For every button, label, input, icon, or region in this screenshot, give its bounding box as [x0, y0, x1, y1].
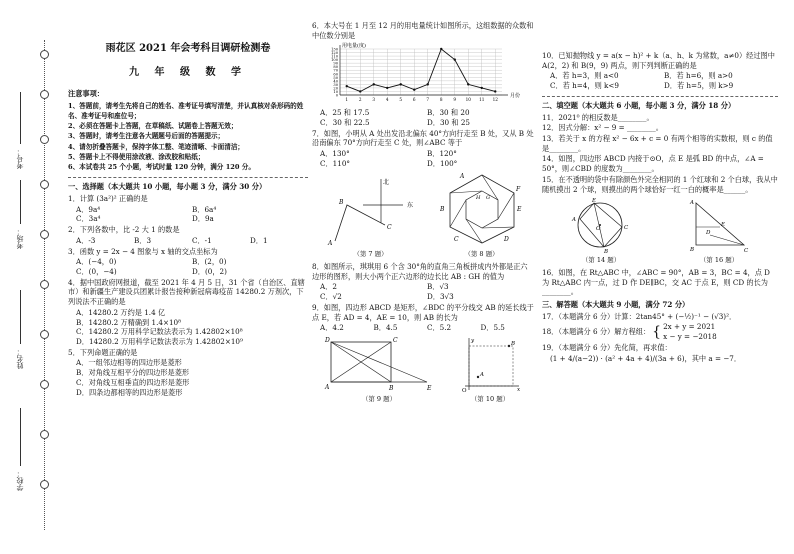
binding-hole-icon: [40, 330, 49, 339]
binding-strip: [0, 0, 62, 554]
question-15: 15．在不透明的袋中有除颜色外完全相同的 1 个红球和 2 个白球，我从中随机摸出 2 个球，则摸出的两个球恰好一红一白的概率是______。: [542, 174, 778, 194]
question-13: 13．若关于 x 的方程 x² − 6x + c = 0 有两个相等的实数根，则 c 的值是________。: [542, 134, 773, 153]
chart-point: [346, 85, 348, 87]
option: A．一组邻边相等的四边形是菱形: [76, 358, 182, 368]
svg-text:C: C: [624, 225, 629, 232]
option: B．6a⁴: [192, 204, 217, 214]
name-line: [20, 290, 21, 344]
figure-10-caption: （第 10 题）: [470, 394, 510, 403]
chart-point: [427, 84, 429, 86]
divider: [542, 96, 778, 97]
option: A．若 h=3，则 a<0: [550, 71, 619, 81]
chart-x-tick-label: 4: [385, 97, 389, 103]
question-16: 16．如图，在 Rt△ABC 中，∠ABC = 90°，AB = 3，BC = 4，点 D 为 Rt△ABC 内一点，过 D 作 DE∥BC，交 AC 于点 E，则 CD 的长为________。: [542, 267, 770, 297]
option: C．若 h=4，则 k<9: [550, 81, 619, 91]
option: A．25 和 17.5: [320, 108, 370, 118]
column-2: [312, 20, 534, 407]
figure-9: [323, 336, 435, 404]
question-5-options: [68, 358, 308, 397]
svg-text:A: A: [480, 372, 484, 379]
question-4-options: [68, 308, 308, 347]
svg-text:B: B: [439, 206, 444, 214]
question-10: 10．已知抛物线 y = a(x − h)² + k（a、h、k 为常数，a≠0）经过图中 A(2，2) 和 B(9，9) 两点，则下列判断正确的是: [542, 51, 775, 70]
notice-item: 4、请勿折叠答题卡，保持字体工整、笔迹清晰、卡面清洁；: [68, 142, 245, 151]
question-18: [542, 322, 778, 341]
svg-text:B: B: [690, 247, 695, 254]
binding-dotted-line: [44, 40, 50, 530]
option: C．30 和 22.5: [320, 117, 370, 127]
school-line: [20, 408, 21, 466]
svg-text:D: D: [706, 230, 711, 237]
figure-16-caption: （第 16 题）: [699, 256, 739, 265]
svg-text:F: F: [515, 186, 520, 194]
chart-point: [467, 84, 469, 86]
question-5: 5．下列命题正确的是: [68, 347, 138, 357]
question-8-options: [312, 282, 534, 301]
svg-text:A: A: [327, 240, 332, 248]
option: C．√2: [320, 292, 342, 302]
east-label: 东: [406, 202, 413, 210]
chart-x-tick-label: 10: [465, 97, 471, 103]
option: C．5.2: [427, 323, 452, 333]
binding-hole-icon: [40, 230, 49, 239]
equation-2: x − y = −2018: [663, 332, 717, 342]
chart-point: [494, 91, 496, 93]
question-9-options: [312, 323, 534, 333]
svg-text:D: D: [503, 236, 509, 244]
chart-y-tick-label: 40: [333, 79, 338, 84]
chart-y-tick-label: 70: [333, 69, 338, 74]
svg-text:B: B: [338, 199, 343, 207]
svg-text:B: B: [604, 249, 609, 254]
figure-9-diagram: [323, 336, 435, 392]
chart-y-axis-label: 用电量(度): [342, 43, 366, 50]
question-1-options: [68, 205, 308, 224]
svg-text:E: E: [721, 222, 726, 229]
exam-number-line: [20, 92, 21, 144]
figure-8: [440, 171, 524, 259]
chart-y-tick-label: 20: [333, 86, 338, 91]
question-9: 9．如图，四边形 ABCD 是矩形，∠BDC 的平分线交 AB 的延长线于点 E，若 AD = 4，AE = 10，则 AB 的长为: [312, 302, 534, 322]
chart-x-tick-label: 8: [439, 97, 443, 103]
section-2-heading: 二、填空题（本大题共 6 小题，每小题 3 分，满分 18 分）: [542, 100, 736, 110]
chart-y-tick-label: 10: [333, 90, 338, 95]
question-18-stem: 18．（本题满分 6 分）解方程组：: [542, 327, 651, 337]
option: B．4.5: [373, 323, 398, 333]
chart-y-tick-label: 110: [331, 55, 338, 60]
svg-text:y: y: [471, 338, 475, 345]
electricity-line-chart: [312, 41, 532, 105]
column-1: [68, 34, 308, 397]
svg-text:D: D: [325, 337, 330, 345]
chart-y-tick-label: 120: [331, 51, 338, 56]
chart-point: [400, 84, 402, 86]
exam-number-label: 考号：: [16, 148, 24, 169]
equation-system: [663, 322, 717, 341]
notice-item: 2、必须在答题卡上答题，在草稿纸、试题卷上答题无效；: [68, 122, 238, 131]
option: A．-3: [76, 235, 96, 245]
figures-7-8: [312, 171, 534, 259]
figure-8-diagram: [440, 171, 524, 247]
exam-title: 雨花区 2021 年会考科目调研检测卷: [105, 43, 271, 54]
option: D．1: [250, 235, 268, 245]
svg-text:G: G: [485, 195, 490, 202]
notice-item: 3、答题时，请考生注意各大题题号后面的答题提示；: [68, 132, 225, 141]
chart-y-tick-label: 90: [333, 62, 338, 67]
binding-hole-icon: [40, 180, 49, 189]
chart-x-tick-label: 2: [358, 97, 362, 103]
chart-point: [373, 84, 375, 86]
question-4: 4．据中国政府网报道，截至 2021 年 4 月 5 日，31 个省（自治区、直辖市）和新疆生产建设兵团累计报告接种新冠病毒疫苗 14280.2 万剂次，下列说法不正确的是: [68, 277, 305, 307]
option: A．14280.2 万约是 1.4 亿: [76, 307, 166, 317]
binding-hole-icon: [40, 90, 49, 99]
option: C．-1: [192, 235, 212, 245]
svg-text:C: C: [393, 337, 398, 345]
option: D．14280.2 万用科学记数法表示为 1.42802×10⁹: [76, 337, 243, 347]
option: A．2: [320, 282, 337, 292]
chart-point: [413, 89, 415, 91]
question-14: 14．如图，四边形 ABCD 内接于⊙O，点 E 是弧 BD 的中点，∠A = 50°，则∠CBD 的度数为________。: [542, 154, 764, 174]
svg-text:B: B: [389, 385, 394, 393]
option: D．9a: [192, 214, 214, 224]
equation-1: 2x + y = 2021: [663, 322, 716, 332]
notice-item: 6、本试卷共 25 个小题，考试时量 120 分钟，满分 120 分。: [68, 163, 255, 172]
svg-text:A: A: [325, 384, 330, 392]
figures-14-16: [542, 197, 778, 265]
option: B．3: [134, 235, 152, 245]
question-1: 1．计算 (3a²)² 正确的是: [68, 193, 148, 203]
svg-text:E: E: [427, 385, 432, 393]
figure-16: [684, 197, 754, 265]
option: B．若 h=6，则 a>0: [664, 71, 733, 81]
question-6: 6．本大号在 1 月至 12 月的用电量统计如图所示，这组数据的众数和中位数分别是: [312, 21, 534, 40]
figure-7-caption: （第 7 题）: [353, 250, 388, 259]
binding-hole-icon: [40, 380, 49, 389]
chart-y-tick-label: 50: [333, 76, 338, 81]
svg-text:H: H: [475, 195, 480, 202]
question-10-options: [542, 71, 778, 90]
binding-hole-icon: [40, 280, 49, 289]
option: D．30 和 25: [427, 117, 470, 127]
question-6-options: [312, 108, 534, 127]
question-2-options: [68, 236, 308, 246]
chart-x-tick-label: 3: [372, 97, 376, 103]
figure-9-caption: （第 9 题）: [361, 394, 397, 403]
question-8: 8．如图所示，琪琪用 6 个含 30°角的直角三角板拼成内外都是正六边形的图形，则大小两个正六边形的边长比 AB : GH 的值为: [312, 262, 528, 281]
brace-icon: {: [652, 323, 662, 340]
chart-point: [454, 59, 456, 61]
figure-7: [323, 175, 419, 259]
option: D．四条边都相等的四边形是菱形: [76, 387, 183, 397]
option: C．14280.2 万用科学记数法表示为 1.42802×10⁸: [76, 327, 243, 337]
option: C．对角线互相垂直的四边形是菱形: [76, 377, 190, 387]
svg-text:E: E: [592, 198, 597, 205]
chart-x-tick-label: 6: [412, 97, 416, 103]
option: D．(0，2): [192, 267, 227, 276]
column-3: [542, 50, 778, 364]
figure-10: [457, 336, 523, 404]
chart-x-axis-label: 月份: [510, 93, 521, 100]
option: C．110°: [320, 158, 350, 168]
chart-y-tick-label: 60: [333, 72, 338, 77]
figure-10-diagram: [457, 336, 523, 392]
svg-text:x: x: [517, 387, 521, 393]
svg-text:C: C: [386, 224, 392, 232]
option: D．若 h=5，则 k>9: [664, 81, 734, 91]
chart-x-tick-label: 9: [453, 97, 457, 103]
chart-x-tick-label: 5: [399, 97, 403, 103]
svg-text:C: C: [453, 236, 459, 244]
svg-text:A: A: [690, 200, 694, 207]
notice-item: 1、答题前，请考生先将自己的姓名、准考证号填写清楚，并认真核对条形码的姓名、准考证号和座位号；: [68, 101, 304, 120]
option: C．3a⁴: [76, 214, 101, 224]
option: B．120°: [427, 149, 457, 159]
name-label: 姓名：: [16, 348, 24, 369]
chart-x-tick-label: 1: [345, 97, 349, 103]
notice-block: [68, 89, 308, 172]
question-7-options: [312, 149, 534, 168]
binding-hole-icon: [40, 480, 49, 489]
option: A．(−4，0): [76, 257, 117, 267]
binding-hole-icon: [40, 430, 49, 439]
svg-text:E: E: [516, 206, 521, 214]
option: A．4.2: [320, 323, 344, 333]
figure-16-diagram: [684, 197, 754, 253]
figure-7-diagram: [323, 175, 419, 247]
option: B．(2，0): [192, 257, 227, 267]
question-3: 3．函数 y = 2x − 4 图象与 x 轴的交点坐标为: [68, 246, 218, 256]
svg-text:A: A: [459, 173, 464, 181]
binding-hole-icon: [40, 135, 49, 144]
question-17: 17．（本题满分 6 分）计算：2tan45° + (−½)⁻¹ − (√3)²．: [542, 311, 737, 321]
chart-x-tick-label: 12: [492, 97, 498, 103]
svg-text:O: O: [462, 388, 467, 393]
option: B．对角线互相平分的四边形是菱形: [76, 368, 190, 378]
option: A．9a⁴: [76, 204, 101, 214]
notice-item: 5、答题卡上不得使用涂改液、涂改胶和贴纸；: [68, 152, 205, 161]
figure-14-diagram: [566, 197, 636, 253]
question-11: 11．2021⁰ 的相反数是________。: [542, 112, 654, 122]
school-label: 学校：: [16, 470, 24, 491]
chart-point: [481, 87, 483, 89]
question-19: 19．（本题满分 6 分）先化简，再求值：: [542, 342, 672, 352]
chart-y-tick-label: 30: [333, 83, 338, 88]
chart-y-tick-label: 0: [335, 93, 338, 98]
option: D．100°: [427, 158, 458, 168]
figures-9-10: [312, 336, 534, 404]
exam-subject: 九 年 级 数 学: [129, 66, 247, 78]
option: B．14280.2 万精确到 1.4×10⁸: [76, 317, 181, 327]
question-2: 2．下列各数中，比 -2 大 1 的数是: [68, 225, 180, 235]
exam-room-line: [20, 180, 21, 224]
option: D．3√3: [427, 292, 454, 302]
svg-text:B: B: [511, 341, 516, 348]
section-3-heading: 三、解答题（本大题共 9 小题，满分 72 分）: [542, 300, 690, 310]
exam-room-label: 考场：: [16, 228, 24, 249]
chart-point: [359, 91, 361, 93]
figure-14: [566, 197, 636, 265]
svg-text:C: C: [744, 248, 749, 254]
chart-y-tick-label: 80: [333, 65, 338, 70]
chart-y-tick-label: 100: [331, 58, 338, 63]
chart-y-tick-label: 130: [331, 47, 338, 52]
option: B．√3: [427, 282, 449, 292]
chart-point: [440, 48, 442, 50]
section-1-heading: 一、选择题（本大题共 10 小题，每小题 3 分，满分 30 分）: [68, 182, 267, 192]
north-label: 北: [382, 179, 389, 187]
chart-x-tick-label: 11: [479, 97, 485, 103]
svg-text:O: O: [596, 226, 601, 233]
svg-text:A: A: [572, 217, 576, 224]
question-19-expression: (1 + 4/(a−2)) · (a² + 4a + 4)/(3a + 6)，其中 a = −7．: [550, 353, 742, 363]
figure-8-caption: （第 8 题）: [464, 250, 499, 259]
divider: [68, 177, 308, 178]
notice-heading: 注意事项：: [68, 89, 104, 98]
chart-x-tick-label: 7: [426, 97, 430, 103]
chart-point: [386, 87, 388, 89]
question-12: 12．因式分解：x² − 9 = ________。: [542, 123, 663, 133]
figure-14-caption: （第 14 题）: [581, 256, 621, 265]
question-7: 7．如图，小明从 A 处出发沿北偏东 40°方向行走至 B 处，又从 B 处沿南偏东 70°方向行走至 C 处，则∠ABC 等于: [312, 128, 534, 148]
binding-hole-icon: [40, 50, 49, 59]
option: D．5.5: [480, 323, 505, 333]
option: B．30 和 20: [427, 108, 470, 118]
option: C．(0，−4): [76, 267, 117, 276]
question-3-options: [68, 257, 308, 276]
option: A．130°: [320, 149, 350, 159]
